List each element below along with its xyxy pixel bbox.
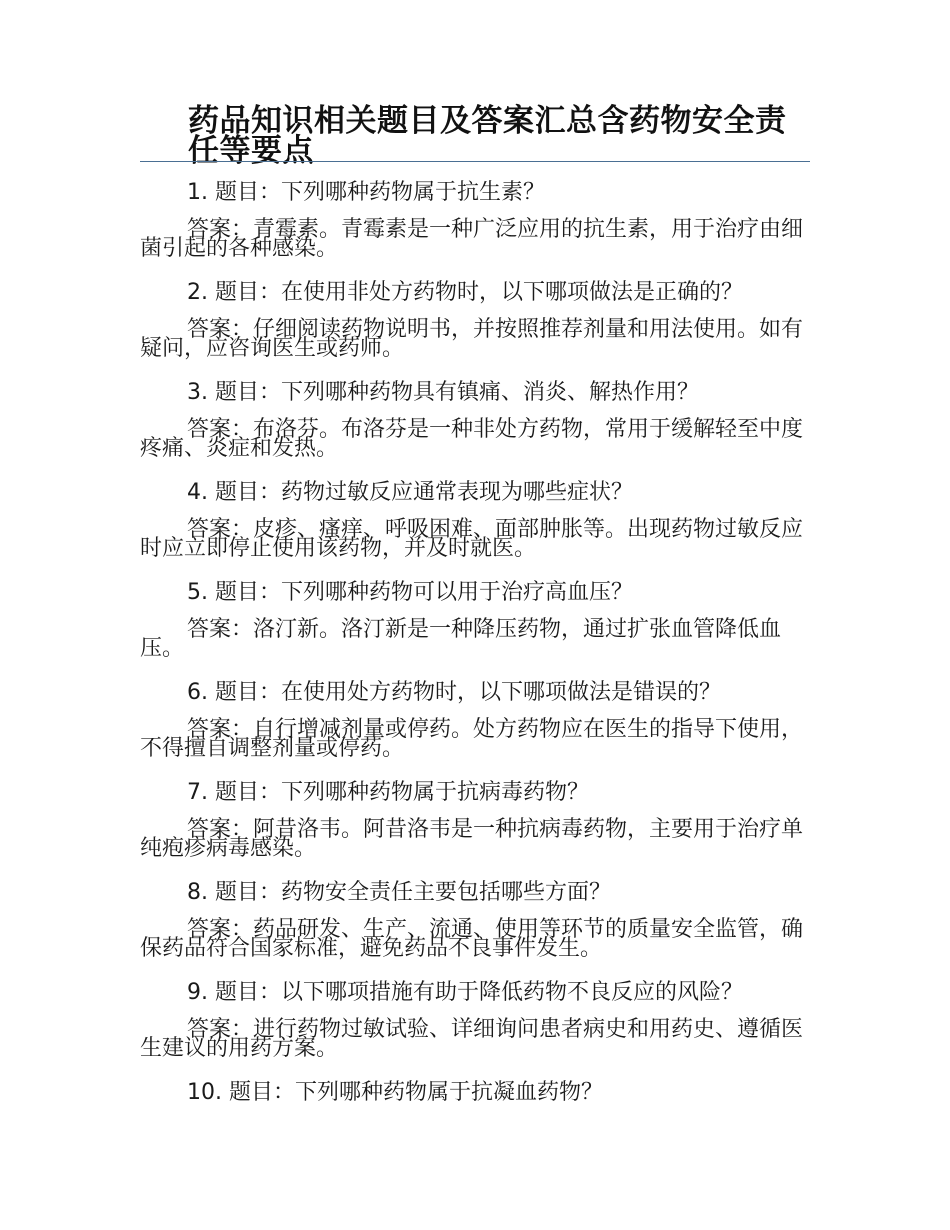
answer-text: 答案：阿昔洛韦。阿昔洛韦是一种抗病毒药物，主要用于治疗单纯疱疹病毒感染。 (140, 817, 804, 861)
question-text: 3. 题目：下列哪种药物具有镇痛、消炎、解热作用？ (187, 380, 699, 405)
qa-item (140, 480, 810, 561)
answer-text: 答案：布洛芬。布洛芬是一种非处方药物，常用于缓解轻至中度疼痛、炎症和发热。 (140, 417, 804, 461)
answer-text: 答案：药品研发、生产、流通、使用等环节的质量安全监管，确保药品符合国家标准，避免药品不良事件发生。 (140, 917, 804, 961)
question-text: 6. 题目：在使用处方药物时，以下哪项做法是错误的？ (187, 680, 721, 705)
answer-text: 答案：青霉素。青霉素是一种广泛应用的抗生素，用于治疗由细菌引起的各种感染。 (140, 217, 804, 261)
question-text: 2. 题目：在使用非处方药物时，以下哪项做法是正确的？ (187, 280, 743, 305)
answer-text: 答案：自行增减剂量或停药。处方药物应在医生的指导下使用，不得擅自调整剂量或停药。 (140, 717, 804, 761)
question-text: 5. 题目：下列哪种药物可以用于治疗高血压？ (187, 580, 633, 605)
title-divider (140, 161, 810, 162)
answer-text: 答案：洛汀新。洛汀新是一种降压药物，通过扩张血管降低血压。 (140, 617, 782, 661)
qa-item (140, 380, 810, 461)
qa-item (140, 880, 810, 961)
page-title: 药品知识相关题目及答案汇总含药物安全责任等要点 (188, 103, 787, 169)
qa-item (140, 680, 810, 761)
answer-text: 答案：皮疹、瘙痒、呼吸困难、面部肿胀等。出现药物过敏反应时应立即停止使用该药物，并及时就医。 (140, 517, 804, 561)
question-text: 8. 题目：药物安全责任主要包括哪些方面？ (187, 880, 611, 905)
question-text: 10. 题目：下列哪种药物属于抗凝血药物？ (187, 1080, 603, 1105)
question-text: 9. 题目：以下哪项措施有助于降低药物不良反应的风险？ (187, 980, 743, 1005)
question-text: 4. 题目：药物过敏反应通常表现为哪些症状？ (187, 480, 633, 505)
answer-text: 答案：进行药物过敏试验、详细询问患者病史和用药史、遵循医生建议的用药方案。 (140, 1017, 804, 1061)
qa-item (140, 180, 810, 261)
answer-text: 答案：仔细阅读药物说明书，并按照推荐剂量和用法使用。如有疑问，应咨询医生或药师。 (140, 317, 804, 361)
qa-item (140, 280, 810, 361)
qa-item (140, 980, 810, 1061)
title-block (140, 103, 810, 169)
question-text: 7. 题目：下列哪种药物属于抗病毒药物？ (187, 780, 589, 805)
question-text: 1. 题目：下列哪种药物属于抗生素？ (187, 180, 545, 205)
qa-item (140, 580, 810, 661)
qa-item (140, 1080, 810, 1106)
qa-item (140, 780, 810, 861)
qa-list (140, 180, 810, 1116)
